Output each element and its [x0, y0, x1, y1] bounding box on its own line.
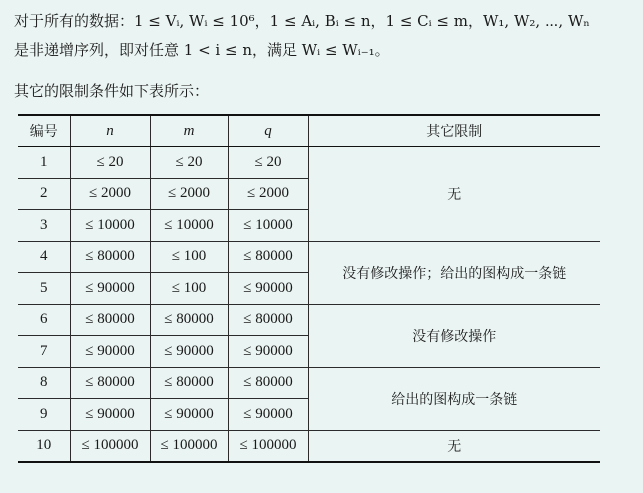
cell-id: 6: [18, 304, 70, 336]
cell-id: 1: [18, 147, 70, 179]
table-row: [18, 304, 600, 336]
cell-m: ≤ 20: [150, 147, 228, 179]
cell-q: ≤ 80000: [228, 241, 308, 273]
table-row: [18, 241, 600, 273]
cell-q: ≤ 20: [228, 147, 308, 179]
cell-other-group-1: 无: [308, 147, 600, 242]
cell-n: ≤ 90000: [70, 273, 150, 305]
cell-id: 10: [18, 430, 70, 462]
cell-id: 2: [18, 178, 70, 210]
cell-id: 4: [18, 241, 70, 273]
header-other: 其它限制: [308, 115, 600, 147]
cell-q: ≤ 90000: [228, 273, 308, 305]
cell-n: ≤ 80000: [70, 367, 150, 399]
header-n: n: [70, 115, 150, 147]
table-row: [18, 430, 600, 462]
table-row: [18, 367, 600, 399]
cell-n: ≤ 10000: [70, 210, 150, 242]
cell-q: ≤ 90000: [228, 336, 308, 368]
cell-n: ≤ 80000: [70, 304, 150, 336]
cell-n: ≤ 100000: [70, 430, 150, 462]
constraint-line-1: 对于所有的数据：1 ≤ Vᵢ, Wᵢ ≤ 10⁶，1 ≤ Aᵢ, Bᵢ ≤ n，1 ≤ Cᵢ ≤ m，W₁, W₂, ⋯, Wₙ: [14, 12, 590, 30]
cell-m: ≤ 2000: [150, 178, 228, 210]
cell-n: ≤ 90000: [70, 399, 150, 431]
cell-q: ≤ 90000: [228, 399, 308, 431]
cell-m: ≤ 90000: [150, 336, 228, 368]
table-row: [18, 147, 600, 179]
cell-q: ≤ 2000: [228, 178, 308, 210]
cell-q: ≤ 10000: [228, 210, 308, 242]
cell-id: 9: [18, 399, 70, 431]
header-q: q: [228, 115, 308, 147]
cell-other-group-2: 没有修改操作；给出的图构成一条链: [308, 241, 600, 304]
cell-id: 3: [18, 210, 70, 242]
header-m: m: [150, 115, 228, 147]
cell-m: ≤ 100: [150, 241, 228, 273]
constraints-table: [18, 114, 600, 463]
cell-q: ≤ 100000: [228, 430, 308, 462]
constraint-line-2: 是非递增序列，即对任意 1 < i ≤ n，满足 Wᵢ ≤ Wᵢ₋₁。: [14, 41, 390, 59]
cell-m: ≤ 100000: [150, 430, 228, 462]
cell-m: ≤ 90000: [150, 399, 228, 431]
cell-n: ≤ 80000: [70, 241, 150, 273]
cell-other-group-5: 无: [308, 430, 600, 462]
table-intro: 其它的限制条件如下表所示：: [14, 82, 210, 100]
cell-id: 5: [18, 273, 70, 305]
header-id: 编号: [18, 115, 70, 147]
cell-n: ≤ 90000: [70, 336, 150, 368]
cell-q: ≤ 80000: [228, 304, 308, 336]
cell-other-group-4: 给出的图构成一条链: [308, 367, 600, 430]
cell-m: ≤ 80000: [150, 304, 228, 336]
cell-n: ≤ 2000: [70, 178, 150, 210]
cell-id: 7: [18, 336, 70, 368]
cell-other-group-3: 没有修改操作: [308, 304, 600, 367]
table-header-row: [18, 115, 600, 147]
cell-m: ≤ 100: [150, 273, 228, 305]
cell-q: ≤ 80000: [228, 367, 308, 399]
cell-m: ≤ 10000: [150, 210, 228, 242]
cell-n: ≤ 20: [70, 147, 150, 179]
cell-m: ≤ 80000: [150, 367, 228, 399]
cell-id: 8: [18, 367, 70, 399]
